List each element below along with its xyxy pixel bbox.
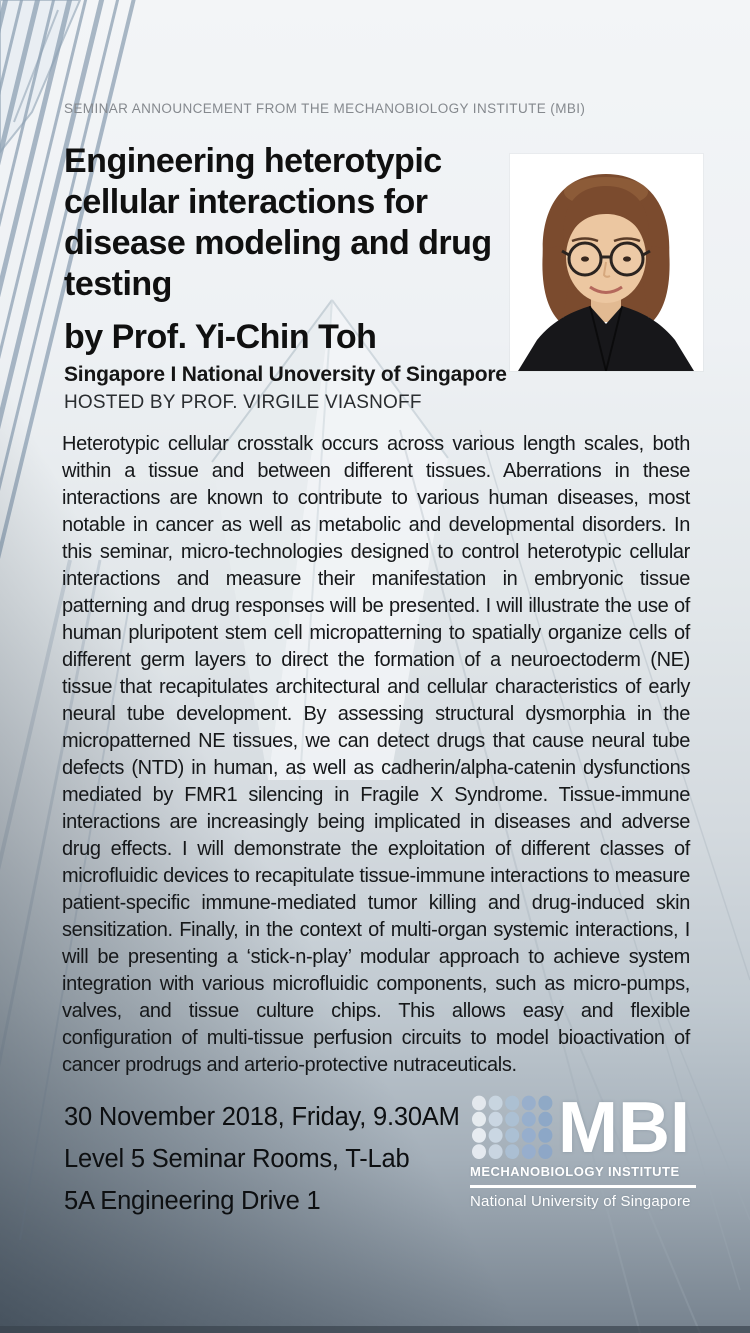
title-line-2: cellular interactions for	[64, 183, 428, 221]
title-line-1: Engineering heterotypic	[64, 142, 442, 180]
title-line-4: testing	[64, 265, 172, 303]
event-address: 5A Engineering Drive 1	[64, 1187, 321, 1215]
speaker-affiliation: Singapore I National Unoversity of Singapore	[64, 363, 507, 386]
event-venue: Level 5 Seminar Rooms, T-Lab	[64, 1145, 410, 1173]
mbi-logo-row	[470, 1088, 696, 1168]
title-line-3: disease modeling and drug	[64, 224, 492, 262]
speaker-portrait	[510, 154, 703, 371]
event-details	[64, 1096, 460, 1222]
event-datetime: 30 November 2018, Friday, 9.30AM	[64, 1103, 460, 1131]
announcement-label: SEMINAR ANNOUNCEMENT FROM THE MECHANOBIOLOGY INSTITUTE (MBI)	[64, 101, 586, 116]
mbi-divider	[470, 1185, 696, 1188]
mbi-institute-name: MECHANOBIOLOGY INSTITUTE	[470, 1164, 680, 1179]
mbi-dots-icon	[470, 1094, 554, 1160]
host-line: HOSTED BY PROF. VIRGILE VIASNOFF	[64, 392, 422, 413]
abstract-text: Heterotypic cellular crosstalk occurs across various length scales, both within a tissue and between different tissues. Aberrations in these interactions are known to contribute to various human diseases, most notable in cancer as well as metabolic and developmental disorders. In this seminar, micro-technologies designed to control heterotypic cellular interactions and measure their manifestation in embryonic tissue patterning and drug responses will be presented. I will illustrate the use of human pluripotent stem cell micropatterning to spatially organize cells of different germ layers to direct the formation of a neuroectoderm (NE) tissue that recapitulates architectural and cellular characteristics of early neural tube development. By assessing structural dysmorphia in the micropatterned NE tissues, we can detect drugs that cause neural tube defects (NTD) in human, as well as cadherin/alpha-catenin dysfunctions mediated by FMR1 silencing in Fragile X Syndrome. Tissue-immune interactions are increasingly being implicated in diseases and adverse drug effects. I will demonstrate the exploitation of different classes of microfluidic devices to recapitulate tissue-immune interactions to measure patient-specific immune-mediated tumor killing and drug-induced skin sensitization. Finally, in the context of multi-organ systemic interactions, I will be presenting a ‘stick-n-play’ modular approach to achieve system integration with various microfluidic components, such as micro-pumps, valves, and tissue culture chips. This allows easy and flexible configuration of multi-tissue perfusion circuits to model bioactivation of cancer prodrugs and arterio-protective nutraceuticals.	[62, 433, 690, 1076]
seminar-title	[64, 141, 544, 305]
speaker-name: by Prof. Yi-Chin Toh	[64, 318, 377, 356]
mbi-logo	[470, 1088, 696, 1210]
speaker-portrait-illustration	[510, 154, 703, 371]
mbi-university-name: National University of Singapore	[470, 1193, 691, 1210]
mbi-acronym: MBI	[558, 1088, 690, 1168]
